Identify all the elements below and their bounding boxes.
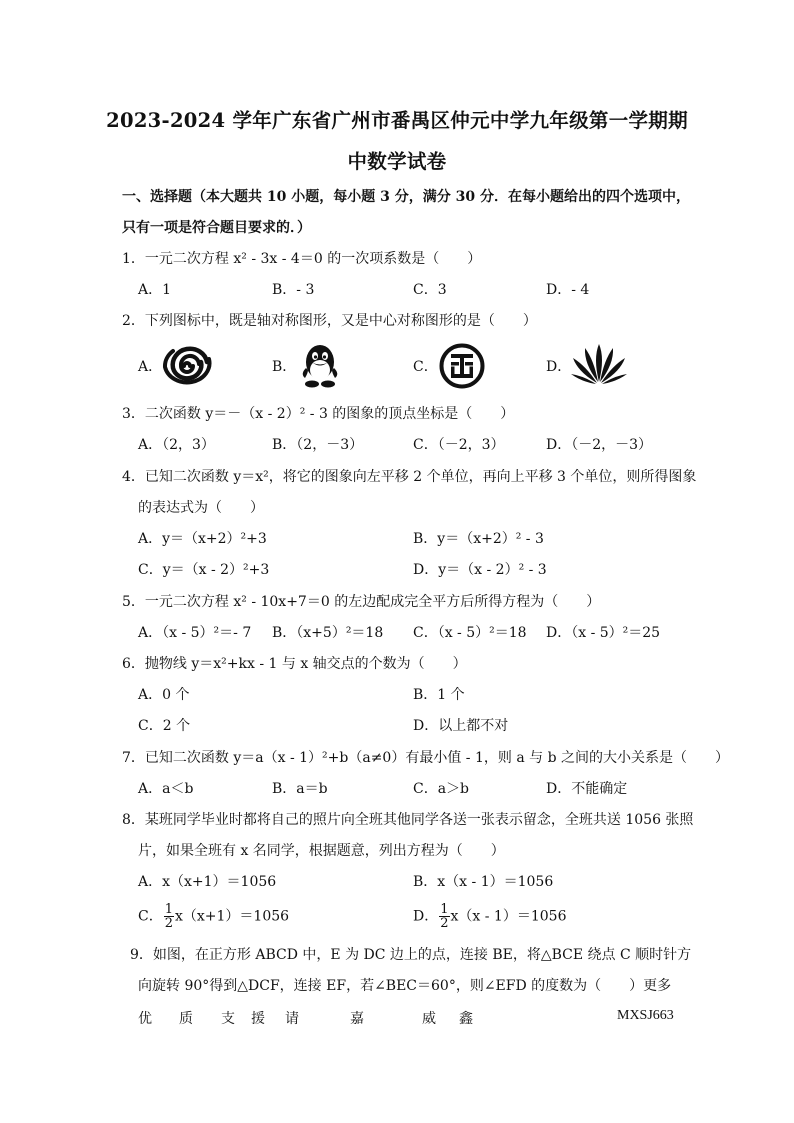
- q4-stem-line1: 4．已知二次函数 y＝x²，将它的图象向左平移 2 个单位，再向上平移 3 个单位，则所得图象: [122, 469, 697, 485]
- q4-option-b: B．y＝（x+2）² - 3: [413, 531, 544, 547]
- footer-char: 嘉: [350, 1011, 364, 1027]
- q7-option-b: B．a＝b: [272, 781, 328, 797]
- q3-stem: 3．二次函数 y＝－（x - 2）² - 3 的图象的顶点坐标是（ ）: [122, 406, 515, 422]
- q1-stem: 1．一元二次方程 x² - 3x - 4＝0 的一次项系数是（ ）: [122, 251, 482, 267]
- q3-option-a: A．（2，3）: [138, 437, 215, 453]
- q8-option-c-fraction: [164, 903, 174, 930]
- q1-option-b: B．- 3: [272, 282, 315, 298]
- q8-option-a: A．x（x+1）＝1056: [138, 874, 277, 890]
- q1-option-d: D．- 4: [546, 282, 590, 298]
- penguin-logo-icon: [298, 342, 342, 390]
- q8-option-c: [138, 903, 289, 930]
- q7-option-a: A．a＜b: [138, 781, 194, 797]
- footer-char: 质: [179, 1011, 193, 1027]
- q2-option-d: D．: [546, 359, 572, 375]
- q2-option-a: A．: [138, 359, 163, 375]
- q8-option-d-label: D．: [413, 908, 439, 925]
- q1-option-c: C．3: [413, 282, 447, 298]
- q2-option-c: C．: [413, 359, 438, 375]
- q1-option-a: A．1: [138, 282, 172, 298]
- q4-option-d: D．y＝（x - 2）² - 3: [413, 562, 547, 578]
- page-title-line2: 中数学试卷: [347, 150, 447, 173]
- q5-option-a: A．（x - 5）²＝- 7: [138, 625, 252, 641]
- q8-stem-line2: 片，如果全班有 x 名同学，根据题意，列出方程为（ ）: [138, 843, 505, 859]
- bank-logo-icon: [438, 342, 486, 390]
- footer-char: 鑫: [459, 1011, 473, 1027]
- q8-option-d-denominator: 2: [440, 916, 449, 931]
- footer-char: 支: [221, 1011, 235, 1027]
- q3-option-c: C．（－2，3）: [413, 437, 505, 453]
- q8-option-d-numerator: 1: [440, 902, 449, 917]
- q4-option-c: C．y＝（x - 2）²+3: [138, 562, 270, 578]
- footer-code: MXSJ663: [617, 1008, 674, 1023]
- footer-char: 请: [285, 1011, 299, 1027]
- q8-option-c-numerator: 1: [164, 902, 173, 917]
- q5-option-c: C．（x - 5）²＝18: [413, 625, 527, 641]
- q9-stem-line2: 向旋转 90°得到△DCF，连接 EF，若∠BEC＝60°，则∠EFD 的度数为（ ）更多: [138, 978, 672, 994]
- q9-stem-line1: 9．如图，在正方形 ABCD 中，E 为 DC 边上的点，连接 BE，将△BCE 绕点 C 顺时针方: [130, 947, 692, 963]
- q6-option-c: C．2 个: [138, 718, 191, 734]
- footer-char: 威: [422, 1011, 436, 1027]
- section-heading-line1: 一、选择题（本大题共 10 小题，每小题 3 分，满分 30 分．在每小题给出的四个选项中，: [122, 189, 690, 205]
- q7-option-c: C．a＞b: [413, 781, 470, 797]
- q8-option-d: [413, 903, 566, 930]
- q8-option-d-fraction: [439, 903, 449, 930]
- q5-option-b: B．（x+5）²＝18: [272, 625, 384, 641]
- q6-option-b: B．1 个: [413, 687, 465, 703]
- q7-option-d: D．不能确定: [546, 781, 628, 797]
- q8-option-c-label: C．: [138, 908, 163, 925]
- q8-option-c-rest: x（x+1）＝1056: [175, 908, 290, 925]
- q6-stem: 6．抛物线 y＝x²+kx - 1 与 x 轴交点的个数为（ ）: [122, 656, 467, 672]
- section-heading-line2: 只有一项是符合题目要求的．）: [122, 220, 311, 236]
- q4-option-a: A．y＝（x+2）²+3: [138, 531, 267, 547]
- petal-logo-icon: [568, 340, 630, 386]
- footer-char: 优: [138, 1011, 152, 1027]
- footer-char: 援: [251, 1011, 265, 1027]
- q6-option-d: D．以上都不对: [413, 718, 509, 734]
- q7-stem: 7．已知二次函数 y＝a（x - 1）²+b（a≠0）有最小值 - 1，则 a 与 b 之间的大小关系是（ ）: [122, 750, 729, 766]
- q8-option-d-rest: x（x - 1）＝1056: [450, 908, 567, 925]
- q3-option-b: B．（2，－3）: [272, 437, 364, 453]
- q3-option-d: D．（－2，－3）: [546, 437, 653, 453]
- q8-option-b: B．x（x - 1）＝1056: [413, 874, 554, 890]
- q8-stem-line1: 8．某班同学毕业时都将自己的照片向全班其他同学各送一张表示留念，全班共送 1056 张照: [122, 812, 694, 828]
- q5-option-d: D．（x - 5）²＝25: [546, 625, 661, 641]
- q2-stem: 2．下列图标中，既是轴对称图形，又是中心对称图形的是（ ）: [122, 313, 537, 329]
- q5-stem: 5．一元二次方程 x² - 10x+7＝0 的左边配成完全平方后所得方程为（ ）: [122, 594, 601, 610]
- spiral-logo-icon: [160, 343, 214, 389]
- q2-option-b: B．: [272, 359, 297, 375]
- q8-option-c-denominator: 2: [164, 916, 173, 931]
- q4-stem-line2: 的表达式为（ ）: [138, 500, 264, 516]
- page-title-line1: 2023-2024 学年广东省广州市番禺区仲元中学九年级第一学期期: [106, 109, 688, 132]
- q6-option-a: A．0 个: [138, 687, 190, 703]
